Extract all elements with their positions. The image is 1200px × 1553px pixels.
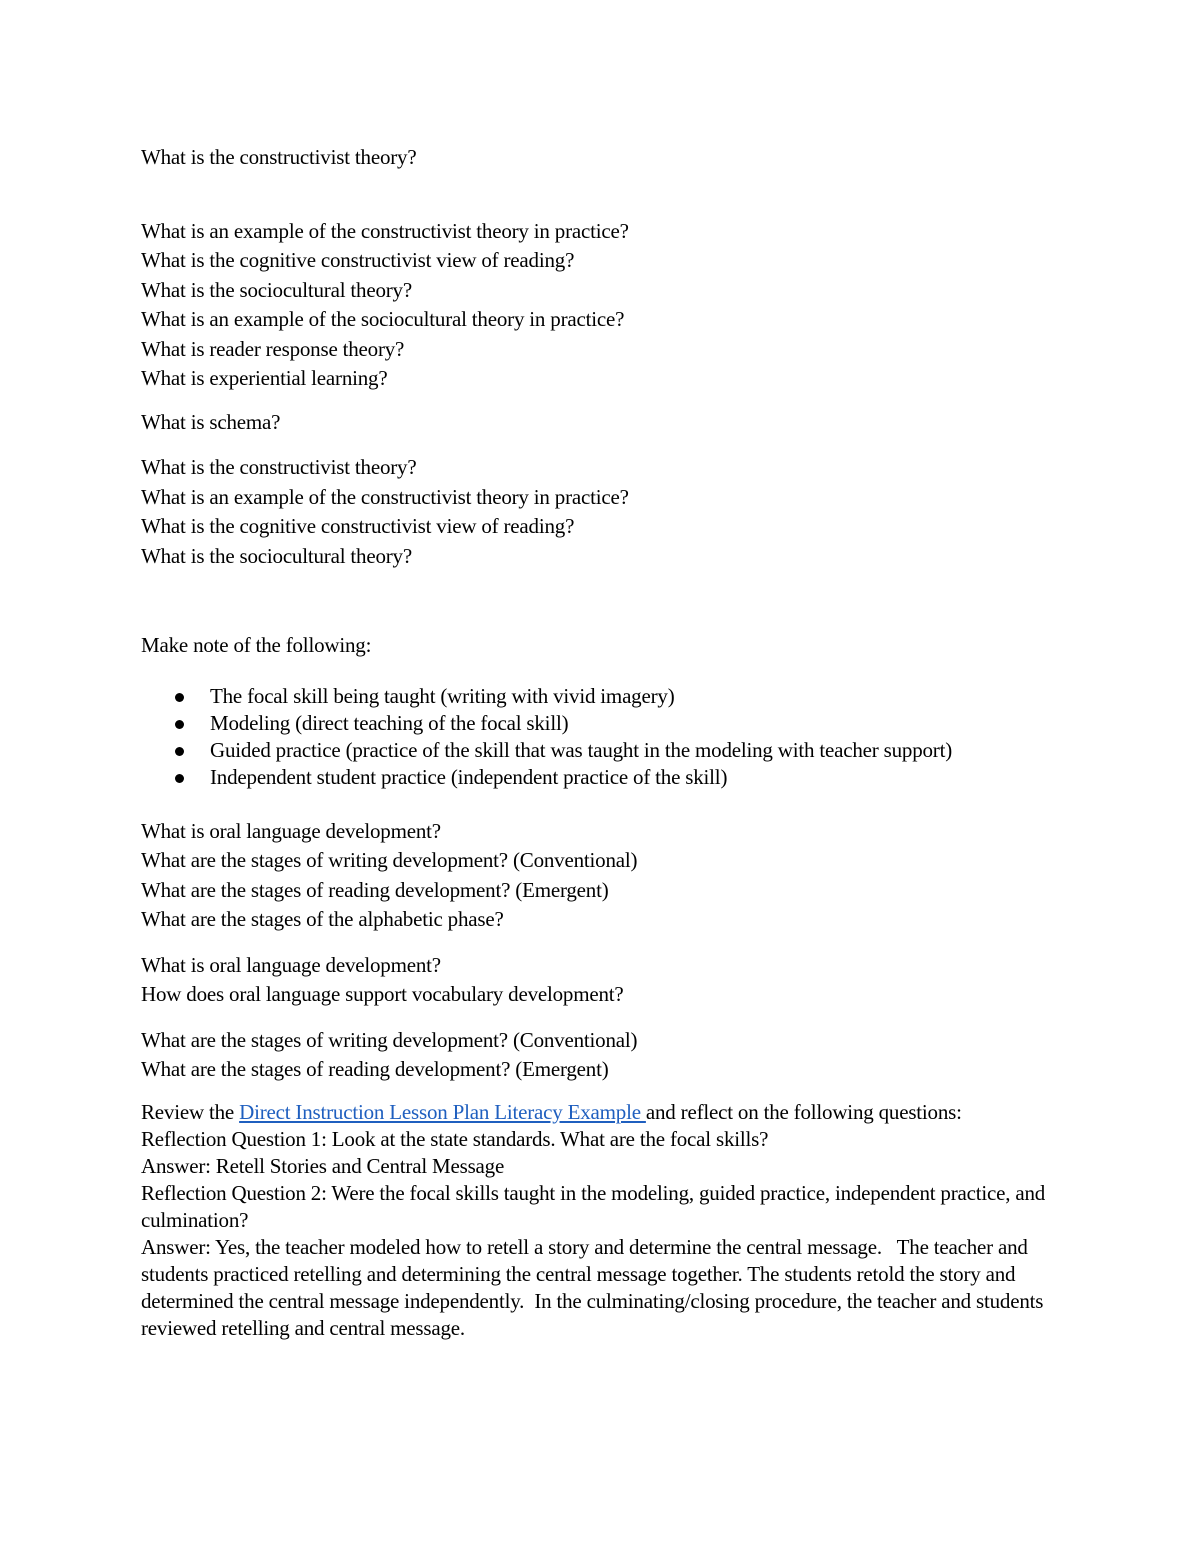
review-paragraph: Review the Direct Instruction Lesson Plan Literacy Example and reflect on the following questions:	[141, 1099, 962, 1124]
bullet-icon	[175, 720, 184, 729]
question-line: What is an example of the constructivist theory in practice?	[141, 484, 629, 509]
question-group-4	[141, 951, 1061, 1010]
list-item: The focal skill being taught (writing with vivid imagery)	[141, 683, 990, 710]
question-line: What are the stages of writing development? (Conventional)	[141, 1027, 638, 1052]
spacer	[141, 394, 1061, 408]
answer-2: Answer: Yes, the teacher modeled how to retell a story and determine the central message. The teacher and students practiced retelling and determining the central message together. The students retold the story and determined the central message independently. In the culminating/closing procedure, the teacher and students reviewed retelling and central message.	[141, 1234, 1049, 1340]
question-group-5	[141, 1026, 1061, 1085]
question-line: What are the stages of reading development? (Emergent)	[141, 877, 609, 902]
note-heading: Make note of the following:	[141, 633, 372, 657]
question-line: What is the cognitive constructivist view of reading?	[141, 514, 575, 538]
list-item: Guided practice (practice of the skill that was taught in the modeling with teacher support)	[141, 737, 990, 764]
answer-1: Answer: Retell Stories and Central Message	[141, 1153, 505, 1178]
reflection-question-2: Reflection Question 2: Were the focal skills taught in the modeling, guided practice, independent practice, and culmination?	[141, 1180, 1046, 1232]
list-item: Independent student practice (independent practice of the skill)	[141, 764, 990, 791]
question-line: What is the sociocultural theory?	[141, 543, 412, 568]
bullet-icon	[175, 774, 184, 783]
spacer	[141, 1010, 1061, 1026]
question-line: What is the constructivist theory?	[141, 145, 417, 169]
spacer	[141, 1085, 1061, 1099]
reflection-question-1: Reflection Question 1: Look at the state standards. What are the focal skills?	[141, 1126, 769, 1151]
list-item: Modeling (direct teaching of the focal skill)	[141, 710, 990, 737]
spacer	[141, 437, 1061, 453]
question-line: What is oral language development?	[141, 952, 441, 977]
question-line: What is schema?	[141, 409, 281, 434]
question-line: What are the stages of writing development? (Conventional)	[141, 848, 638, 872]
spacer	[141, 661, 1061, 683]
spacer	[141, 173, 1061, 217]
question-line: How does oral language support vocabulary development?	[141, 982, 624, 1006]
bullet-icon	[175, 693, 184, 702]
question-line: What are the stages of reading development? (Emergent)	[141, 1057, 609, 1081]
bullet-list	[141, 683, 1061, 791]
question-group-3	[141, 817, 1061, 935]
document-body	[141, 143, 1061, 1342]
question-group-2	[141, 453, 1061, 571]
question-line: What is an example of the constructivist theory in practice?	[141, 218, 629, 243]
question-line: What is the cognitive constructivist view of reading?	[141, 248, 575, 272]
reflection-section	[141, 1099, 1061, 1342]
question-line: What are the stages of the alphabetic phase?	[141, 907, 504, 931]
question-line: What is oral language development?	[141, 818, 441, 843]
question-line: What is the constructivist theory?	[141, 455, 417, 479]
spacer	[141, 791, 1061, 817]
question-line: What is experiential learning?	[141, 366, 388, 390]
question-group-1	[141, 217, 1061, 394]
question-line: What is the sociocultural theory?	[141, 277, 412, 302]
bullet-icon	[175, 747, 184, 756]
question-line: What is an example of the sociocultural theory in practice?	[141, 307, 625, 331]
spacer	[141, 571, 1061, 631]
question-line: What is reader response theory?	[141, 336, 405, 361]
lesson-plan-link[interactable]: Direct Instruction Lesson Plan Literacy Example	[239, 1099, 646, 1124]
spacer	[141, 935, 1061, 951]
